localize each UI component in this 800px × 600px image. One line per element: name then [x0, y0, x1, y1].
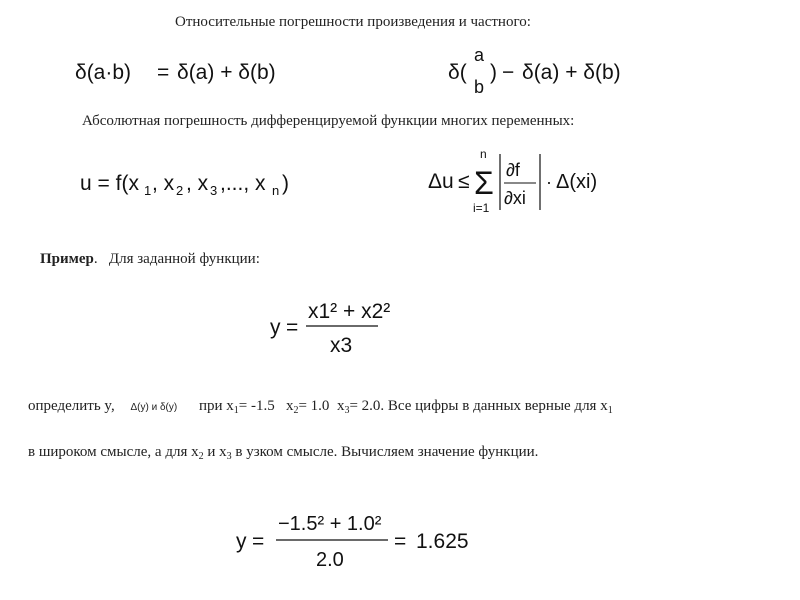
partial-numerator: ∂f: [506, 160, 520, 180]
example-label: Пример: [40, 251, 94, 267]
result-denominator: 2.0: [316, 549, 344, 571]
heading-relative-errors: Относительные погрешности произведения и частного:: [175, 14, 531, 30]
formula-product-error: [75, 55, 295, 89]
formula-absolute-error: [428, 146, 618, 216]
minus-sign: −: [502, 61, 515, 84]
task2-part1: в широком смысле, а для x: [28, 444, 199, 460]
quotient-rhs: δ(a) + δ(b): [522, 61, 621, 84]
y-denominator: x3: [330, 334, 353, 357]
task-tail: Все цифры в данных верные для x: [387, 398, 608, 414]
sum-upper: n: [480, 147, 487, 161]
task-condition-prefix: при x: [198, 398, 234, 414]
svg-text:=: =: [394, 530, 407, 553]
sum-lower: i=1: [473, 201, 490, 215]
svg-text:): ): [282, 172, 289, 195]
equals-sign: =: [157, 61, 170, 84]
task2-part3: в узком смысле. Вычисляем значение функции.: [235, 444, 539, 460]
task-line-1: определить y, Δ(y) и δ(y) при $x_1= -1.5$ $x_2= 1.0$ $x_3= 2.0$. Все цифры в данных верные для $x_1$: [28, 398, 613, 416]
example-intro: Для заданной функции:: [108, 251, 260, 267]
result-lhs: y: [236, 530, 247, 553]
delta-xi: Δ(xi): [556, 171, 598, 193]
quotient-numerator: a: [474, 45, 485, 65]
svg-text:1: 1: [144, 183, 152, 198]
svg-text:=: =: [252, 530, 265, 553]
product-rhs: δ(a) + δ(b): [177, 61, 276, 84]
y-lhs: y: [270, 316, 281, 339]
y-numerator: x1² + x2²: [308, 300, 390, 323]
svg-text:): ): [490, 61, 497, 84]
result-value: 1.625: [416, 530, 469, 553]
formula-quotient-error: [448, 42, 648, 98]
svg-text:u = f(x: u = f(x: [80, 172, 139, 195]
task-x1-value: = -1.5: [238, 398, 275, 414]
task-line-2: в широком смысле, а для $x_2$ и $x_3$ в узком смысле. Вычисляем значение функции.: [28, 444, 539, 462]
task2-part2: и x: [207, 444, 227, 460]
sum-symbol: Σ: [474, 165, 494, 201]
svg-text:δ(: δ(: [448, 61, 467, 84]
svg-text:, x: , x: [186, 172, 209, 195]
svg-text:, x: , x: [152, 172, 175, 195]
svg-text:3: 3: [210, 183, 218, 198]
example-line: Пример. Для заданной функции:: [40, 251, 260, 267]
delta-u: Δu: [428, 170, 454, 193]
formula-result: [236, 506, 476, 572]
svg-text:,..., x: ,..., x: [220, 172, 266, 195]
heading-absolute-error: Абсолютная погрешность дифференцируемой функции многих переменных:: [82, 113, 575, 129]
task-determine: определить y,: [28, 398, 115, 414]
product-lhs: δ(a·b): [75, 61, 132, 84]
svg-text:n: n: [272, 183, 280, 198]
formula-function: [80, 164, 320, 204]
task-x2-value: = 1.0: [298, 398, 330, 414]
partial-denominator: ∂xi: [504, 188, 526, 208]
quotient-denominator: b: [474, 77, 485, 97]
svg-text:=: =: [286, 316, 299, 339]
svg-text:·: ·: [546, 172, 552, 192]
task-inline-formula: Δ(y) и δ(y): [130, 402, 178, 413]
svg-text:2: 2: [176, 183, 184, 198]
task-x3-value: = 2.0.: [349, 398, 385, 414]
formula-y: [270, 294, 390, 360]
svg-text:≤: ≤: [458, 170, 470, 193]
result-numerator: −1.5² + 1.0²: [278, 513, 382, 535]
